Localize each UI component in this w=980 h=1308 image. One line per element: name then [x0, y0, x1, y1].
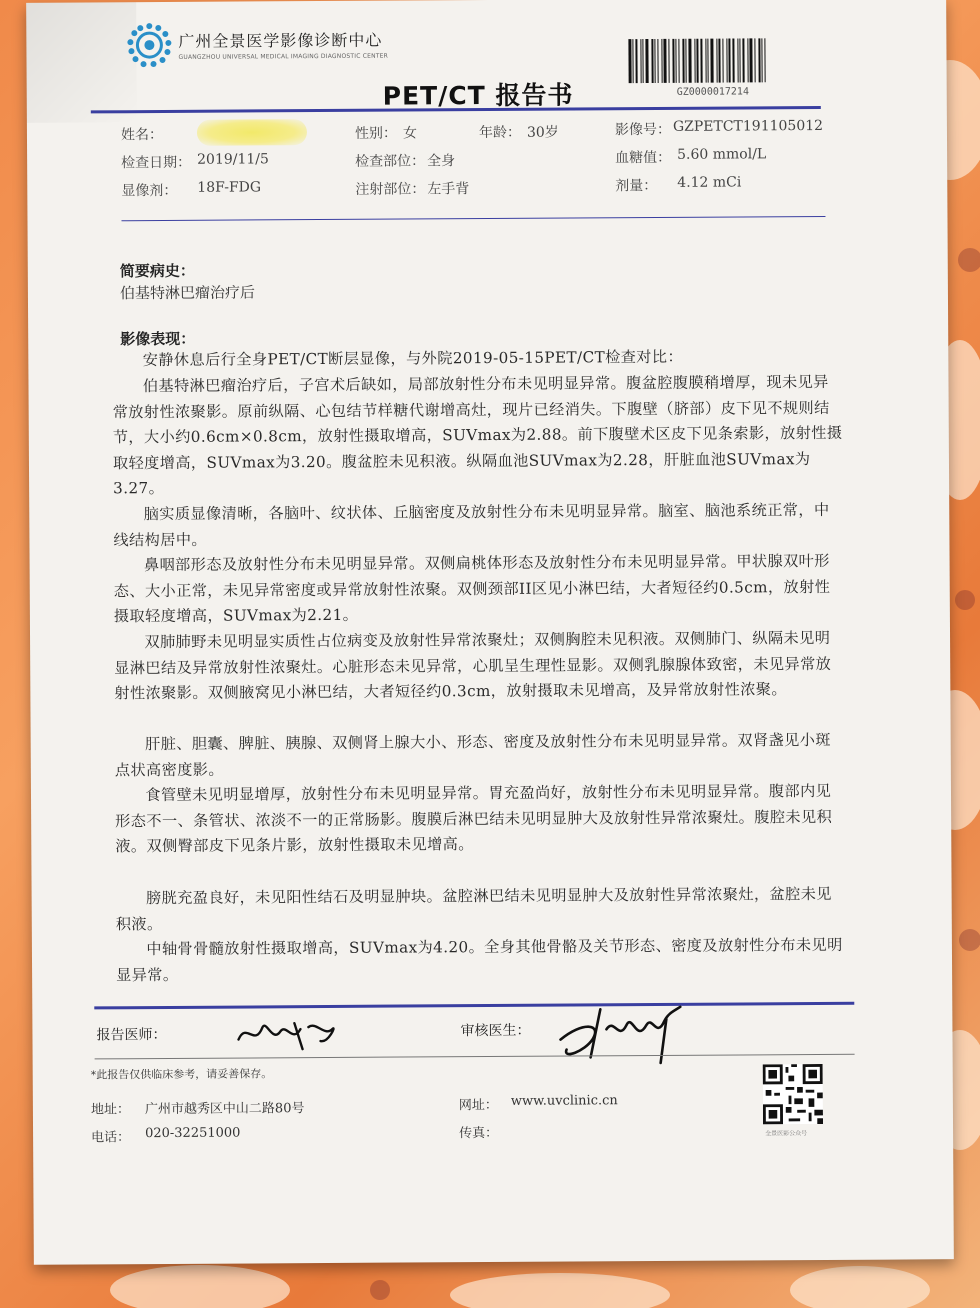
paper-fold-shadow [26, 2, 137, 123]
qr-code-icon [763, 1064, 823, 1124]
org-header [126, 21, 388, 69]
dose-value: 4.12 mCi [677, 174, 742, 191]
image-no-value: GZPETCT191105012 [672, 117, 824, 135]
barcode-bar [689, 39, 692, 83]
barcode-bar [654, 39, 655, 83]
exam-date-label: 检查日期： [121, 154, 192, 172]
barcode-bar [635, 39, 637, 83]
findings-paragraph: 鼻咽部形态及放射性分布未见明显异常。双侧扁桃体形态及放射性分布未见明显异常。甲状腺双叶形态、大小正常，未见异常密度或异常放射性浓聚。双侧颈部II区见小淋巴结，大者短径约0.5cm，放射性摄取轻度增高，SUVmax为2.21。 [113, 551, 831, 626]
barcode-bar [755, 38, 756, 82]
signature-rule-top [94, 1002, 854, 1010]
findings-paragraph: 膀胱充盈良好，未见阳性结石及明显肿块。盆腔淋巴结未见明显肿大及放射性异常浓聚灶，盆腔未见积液。 [115, 884, 832, 933]
barcode-bar [661, 39, 663, 83]
findings-paragraph: 脑实质显像清晰，各脑叶、纹状体、丘脑密度及放射性分布未见明显异常。脑室、脑池系统正常，中线结构居中。 [113, 500, 830, 549]
age-label: 年龄： [478, 124, 522, 142]
reporter-label: 报告医师： [96, 1026, 167, 1044]
image-no-label: 影像号： [614, 121, 671, 139]
report-paper [26, 0, 954, 1265]
barcode-bar [761, 38, 762, 82]
barcode-bar [710, 39, 713, 83]
org-name-en: GUANGZHOU UNIVERSAL MEDICAL IMAGING DIAGNOSTIC CENTER [178, 52, 389, 61]
barcode-bar [696, 39, 698, 83]
agent-label: 显像剂： [121, 182, 178, 200]
barcode-bar [645, 39, 648, 83]
exam-date-value: 2019/11/5 [197, 151, 269, 168]
barcode-bar [657, 39, 658, 83]
address-label: 地址： [90, 1102, 130, 1118]
sex-value: 女 [402, 125, 418, 142]
org-logo-icon [126, 22, 172, 68]
barcode-bar [759, 38, 761, 82]
age-value: 30岁 [526, 124, 559, 141]
barcode-bar [718, 39, 720, 83]
findings-paragraph: 肝脏、胆囊、脾脏、胰腺、双侧肾上腺大小、形态、密度及放射性分布未见明显异常。双肾盏见小斑点状高密度影。 [114, 730, 831, 779]
website-label: 网址： [458, 1097, 498, 1114]
address-value: 广州市越秀区中山二路80号 [144, 1101, 305, 1118]
website-value: www.uvclinic.cn [510, 1093, 618, 1109]
barcode-bar [651, 39, 653, 83]
history-text: 伯基特淋巴瘤治疗后 [119, 283, 255, 303]
dose-label: 剂量： [615, 177, 658, 195]
findings-paragraph: 食管壁未见明显增厚，放射性分布未见明显异常。胃充盈尚好，放射性分布未见明显异常。腹部内见形态不一、条管状、浓淡不一的正常肠影。腹膜后淋巴结未见明显肿大及放射性异常浓聚灶。腹腔未见积液。双侧臀部皮下见条片影，放射性摄取未见增高。 [115, 781, 833, 856]
barcode-bar [700, 39, 702, 83]
reviewer-label: 审核医生： [460, 1022, 531, 1040]
barcode-bar [669, 39, 670, 83]
barcode-bar [707, 39, 708, 83]
barcode-bar [676, 39, 677, 83]
barcode-bar [628, 39, 631, 83]
inject-site-value: 左手背 [427, 181, 470, 198]
header-rule-bottom [121, 216, 825, 221]
barcode-bar [673, 39, 675, 83]
disclaimer-note: *此报告仅供临床参考，请妥善保存。 [90, 1067, 273, 1082]
barcode-bar [743, 38, 745, 82]
findings-paragraph: 双肺肺野未见明显实质性占位病变及放射性异常浓聚灶；双侧胸腔未见积液。双侧肺门、纵隔未见明显淋巴结及异常放射性浓聚灶。心脏形态未见异常，心肌呈生理性显影。双侧乳腺腺体致密，未见异常放射性浓聚影。双侧腋窝见小淋巴结，大者短径约0.3cm，放射摄取未见增高，及异常放射性浓聚。 [114, 628, 832, 703]
reporter-signature [232, 1013, 342, 1056]
fax-label: 传真： [459, 1125, 499, 1142]
glucose-label: 血糖值： [615, 149, 672, 167]
signature-rule-bottom [95, 1054, 855, 1060]
exam-site-label: 检查部位： [355, 153, 426, 170]
barcode-bar [683, 39, 685, 83]
org-name: 广州全景医学影像诊断中心 [178, 30, 383, 51]
phone-value: 020-32251000 [145, 1125, 241, 1142]
agent-value: 18F-FDG [197, 179, 262, 196]
findings-title: 影像表现： [120, 329, 196, 349]
barcode-bar [728, 39, 730, 83]
barcode-bar [632, 39, 633, 83]
barcode [628, 38, 768, 83]
barcode-bar [642, 39, 643, 83]
phone-label: 电话： [91, 1130, 131, 1146]
history-title: 简要病史： [119, 261, 195, 281]
barcode-bar [750, 38, 753, 82]
barcode-bar [764, 38, 765, 82]
inject-site-label: 注射部位： [355, 181, 426, 198]
sex-label: 性别： [354, 125, 398, 142]
barcode-bar [732, 38, 735, 82]
glucose-value: 5.60 mmol/L [677, 146, 767, 163]
barcode-bar [664, 39, 667, 83]
findings-paragraph: 安静休息后行全身PET/CT断层显像，与外院2019-05-15PET/CT检查对比： [142, 347, 684, 370]
redacted-name [197, 119, 307, 146]
qr-caption: 全景医影公众号 [765, 1130, 808, 1138]
findings-paragraph: 伯基特淋巴瘤治疗后，子宫术后缺如，局部放射性分布未见明显异常。腹盆腔腹膜稍增厚，现未见异常放射性浓聚影。原前纵隔、心包结节样糖代谢增高灶，现片已经消失。下腹壁（脐部）皮下见不规则结节，大小约0.6cm×0.8cm，放射性摄取增高，SUVmax为2.88。前下腹壁术区皮下见条索影，放射性摄取轻度增高，SUVmax为3.20。腹盆腔未见积液。纵隔血池SUVmax为2.28，肝脏血池SUVmax为3.27。 [112, 372, 843, 498]
barcode-bar [679, 39, 680, 83]
report-title: PET/CT 报告书 [382, 80, 574, 111]
exam-site-value: 全身 [427, 153, 456, 170]
barcode-bar [722, 39, 723, 83]
findings-paragraph: 中轴骨骨髓放射性摄取增高，SUVmax为4.20。全身其他骨骼及关节形态、密度及放射性分布未见明显异常。 [116, 935, 843, 984]
barcode-bar [686, 39, 687, 83]
barcode-bar [740, 38, 741, 82]
name-label: 姓名： [120, 126, 164, 144]
report-number: GZ0000017214 [676, 86, 749, 98]
